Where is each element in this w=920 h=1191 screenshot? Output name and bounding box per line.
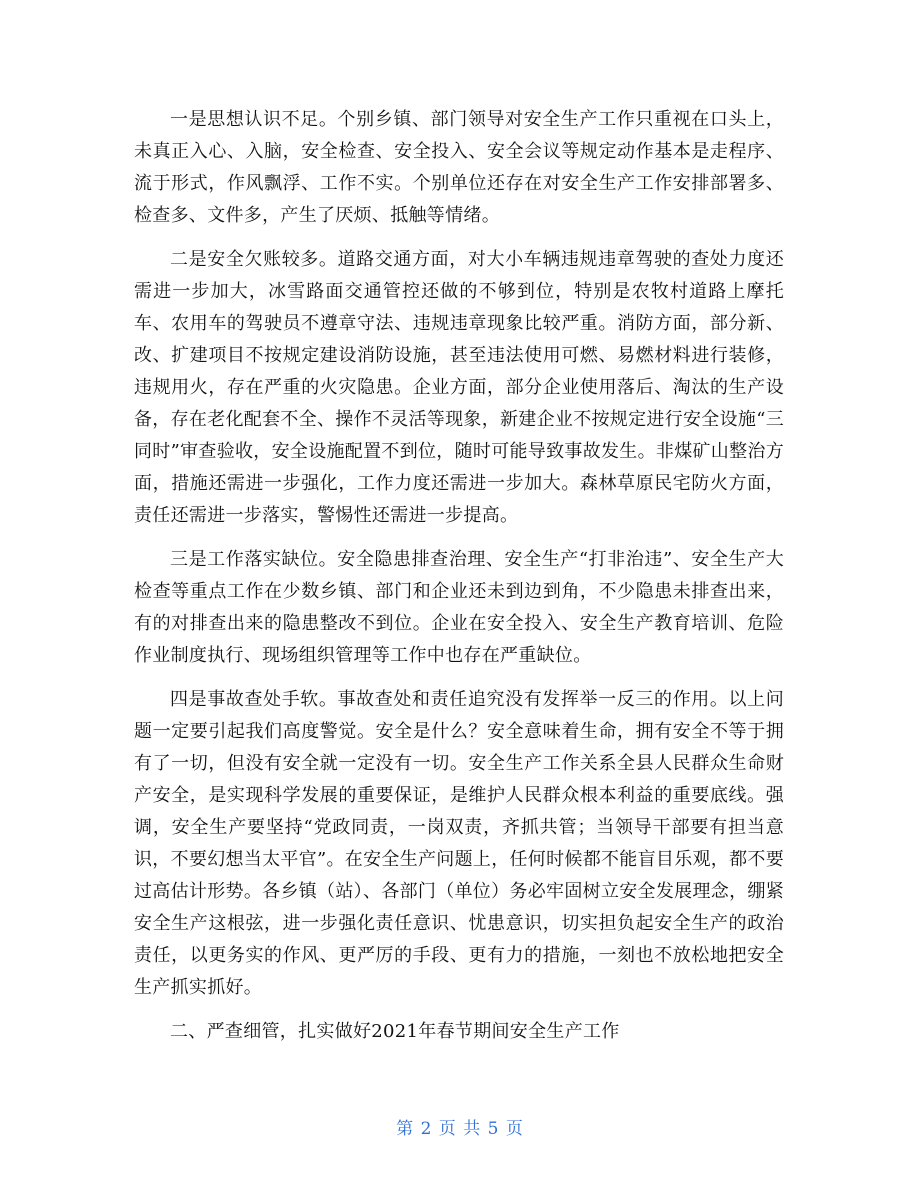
section-heading: 二、严查细管，扎实做好2021年春节期间安全生产工作 bbox=[170, 1021, 620, 1042]
document-body bbox=[134, 104, 784, 1048]
paragraph-ideological-awareness: 一是思想认识不足。个别乡镇、部门领导对安全生产工作只重视在口头上，未真正入心、入脑，安全检查、安全投入、安全会议等规定动作基本是走程序、流于形式，作风飘浮、工作不实。个别单位还存在对安全生产工作安排部署多、检查多、文件多，产生了厌烦、抵触等情绪。 bbox=[134, 109, 784, 226]
page-number-footer: 第 2 页 共 5 页 bbox=[396, 1119, 524, 1139]
paragraph-implementation-gaps: 三是工作落实缺位。安全隐患排查治理、安全生产“打非治违”、安全生产大检查等重点工作在少数乡镇、部门和企业还未到边到角，不少隐患未排查出来，有的对排查出来的隐患整改不到位。企业在安全投入、安全生产教育培训、危险作业制度执行、现场组织管理等工作中也存在严重缺位。 bbox=[134, 549, 784, 666]
paragraph-safety-deficits: 二是安全欠账较多。道路交通方面，对大小车辆违规违章驾驶的查处力度还需进一步加大，冰雪路面交通管控还做的不够到位，特别是农牧村道路上摩托车、农用车的驾驶员不遵章守法、违规违章现象比较严重。消防方面，部分新、改、扩建项目不按规定建设消防设施，甚至违法使用可燃、易燃材料进行装修，违规用火，存在严重的火灾隐患。企业方面，部分企业使用落后、淘汰的生产设备，存在老化配套不全、操作不灵活等现象，新建企业不按规定进行安全设施“三同时”审查验收，安全设施配置不到位，随时可能导致事故发生。非煤矿山整治方面，措施还需进一步强化，工作力度还需进一步加大。森林草原民宅防火方面，责任还需进一步落实，警惕性还需进一步提高。 bbox=[134, 249, 784, 526]
paragraph-accident-investigation: 四是事故查处手软。事故查处和责任追究没有发挥举一反三的作用。以上问题一定要引起我们高度警觉。安全是什么？安全意味着生命，拥有安全不等于拥有了一切，但没有安全就一定没有一切。安全生产工作关系全县人民群众生命财产安全，是实现科学发展的重要保证，是维护人民群众根本利益的重要底线。强调，安全生产要坚持“党政同责，一岗双责，齐抓共管；当领导干部要有担当意识，不要幻想当太平官”。在安全生产问题上，任何时候都不能盲目乐观，都不要过高估计形势。各乡镇（站）、各部门（单位）务必牢固树立安全发展理念，绷紧安全生产这根弦，进一步强化责任意识、忧患意识，切实担负起安全生产的政治责任，以更务实的作风、更严厉的手段、更有力的措施，一刻也不放松地把安全生产抓实抓好。 bbox=[134, 689, 784, 998]
